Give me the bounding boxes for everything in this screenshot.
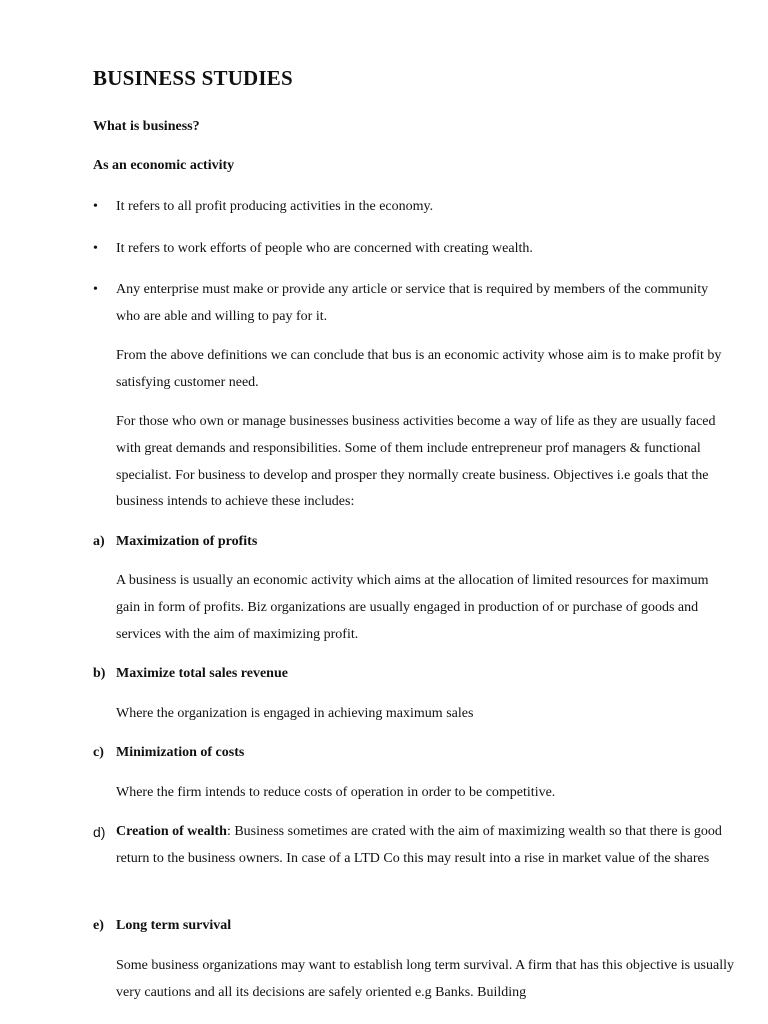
list-marker: b) [93, 666, 106, 681]
objective-heading [93, 740, 736, 767]
paragraph: For those who own or manage businesses business activities become a way of life as they are usually faced with great demands and responsibilities. Some of them include entrepreneur prof managers & functional specialist. For business to develop and prosper they normally create business. Objectives i.e goals that the business intends to achieve these includes: [116, 414, 716, 510]
bullet-text: It refers to all profit producing activities in the economy. [116, 199, 434, 214]
list-marker: a) [93, 534, 105, 549]
objective-item [93, 819, 736, 873]
bullet-item [93, 194, 733, 221]
bullet-text: Any enterprise must make or provide any article or service that is required by members of the community who are able and willing to pay for it. [116, 282, 709, 324]
objective-text: Some business organizations may want to establish long term survival. A firm that has this objective is usually very cautions and all its decisions are safely oriented e.g Banks. Building [116, 958, 734, 1000]
objective-title: Maximize total sales revenue [116, 666, 288, 681]
bullet-glyph: • [93, 241, 98, 256]
list-marker: e) [93, 918, 104, 933]
objective-title: Long term survival [116, 918, 232, 933]
objective-title: Maximization of profits [116, 534, 258, 549]
paragraph: From the above definitions we can conclude that bus is an economic activity whose aim is to make profit by satisfying customer need. [116, 348, 722, 390]
bullet-glyph: • [93, 199, 98, 214]
bullet-item [93, 236, 733, 263]
document-title: BUSINESS STUDIES [93, 66, 293, 90]
objective-heading [93, 529, 736, 556]
bullet-text: It refers to work efforts of people who are concerned with creating wealth. [116, 241, 533, 256]
list-marker: d) [93, 824, 106, 840]
question-heading: What is business? [93, 119, 200, 134]
objective-heading [93, 661, 736, 688]
objective-body [116, 819, 736, 873]
section-subheading: As an economic activity [93, 158, 235, 173]
bullet-glyph: • [93, 282, 98, 297]
objective-title: Creation of wealth [116, 824, 227, 839]
objective-text: A business is usually an economic activity which aims at the allocation of limited resources for maximum gain in form of profits. Biz organizations are usually engaged in production of or purchase of goods and services with the aim of maximizing profit. [116, 573, 709, 642]
objective-title: Minimization of costs [116, 745, 245, 760]
list-marker: c) [93, 745, 104, 760]
objective-text: Where the organization is engaged in achieving maximum sales [116, 706, 474, 721]
objective-text: Where the firm intends to reduce costs of operation in order to be competitive. [116, 785, 556, 800]
objective-text: : Business sometimes are crated with the aim of maximizing wealth so that there is good return to the business owners. In case of a LTD Co this may result into a rise in market value of the shares [116, 824, 722, 866]
objective-heading [93, 913, 736, 940]
bullet-item [93, 277, 733, 330]
